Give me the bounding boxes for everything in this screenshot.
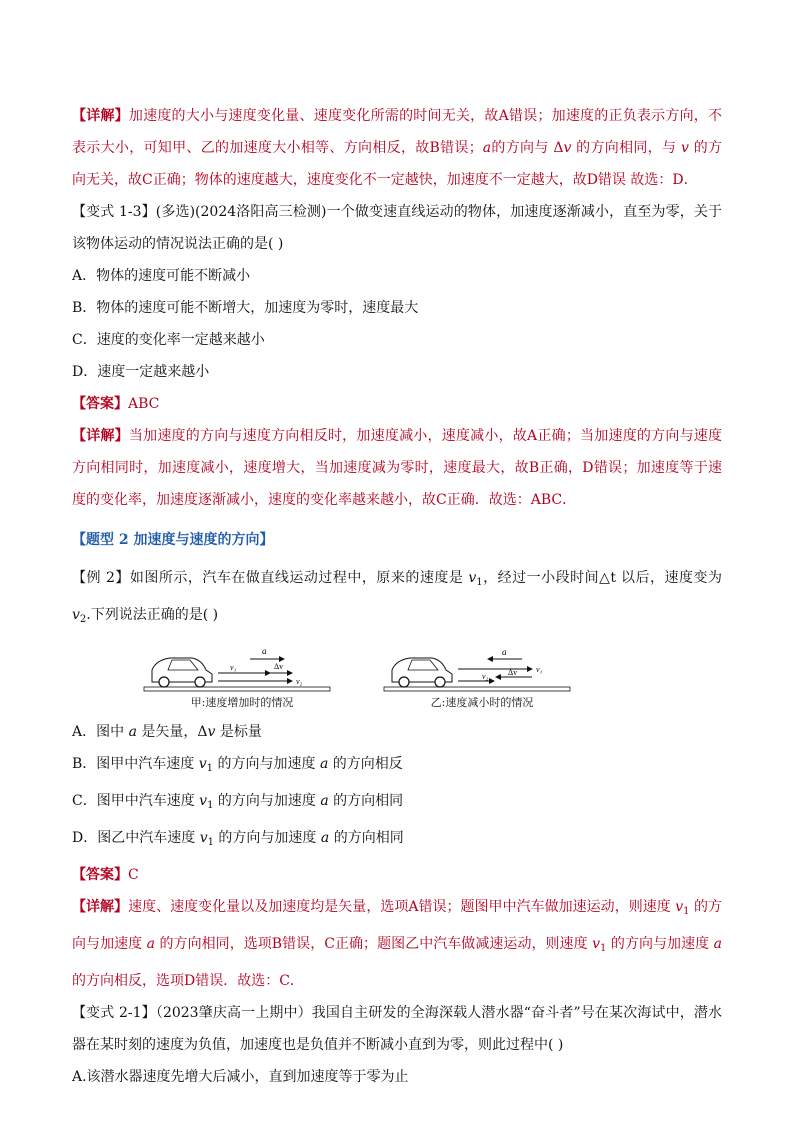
figure-caption: 乙:速度减小时的情况 (430, 696, 534, 709)
figure-speed-decrease (382, 644, 582, 710)
svg-text:Δv: Δv (274, 662, 284, 671)
wheel-icon (435, 677, 445, 687)
answer-line (72, 388, 722, 420)
detail-tag: 【详解】 (72, 428, 129, 444)
wheel-icon (159, 677, 169, 687)
svg-text:a: a (262, 646, 267, 656)
question-label: 【变式 2-1】 (72, 1005, 156, 1021)
option-d: D．速度一定越来越小 (72, 364, 210, 380)
road (384, 687, 570, 691)
question-label: 【变式 1-3】 (72, 204, 156, 220)
svg-text:v₂: v₂ (482, 672, 489, 681)
answer-line (72, 859, 722, 891)
detail-tag: 【详解】 (72, 899, 129, 915)
section-heading: 【题型 2 加速度与速度的方向】 (72, 532, 274, 548)
example-2-stem: 【例 2】如图所示，汽车在做直线运动过程中，原来的速度是 $v_1$，经过一小段时间△t 以后，速度变为 $v_2$.下列说法正确的是( ) (72, 570, 723, 625)
figure-speed-increase (142, 644, 342, 710)
option-c: C．速度的变化率一定越来越小 (72, 332, 265, 348)
example-label: 【例 2】 (72, 570, 130, 586)
option-a: A．物体的速度可能不断减小 (72, 268, 251, 284)
option-a: A．图中 a 是矢量，Δv 是标量 (72, 724, 262, 740)
question-2-1-stem: 【变式 2-1】（2023肇庆高一上期中）我国自主研发的全海深载人潜水器“奋斗者”号在某次海试中，潜水器在某时刻的速度为负值，加速度也是负值并不断减小直到为零，则此过程中( ) (72, 1005, 722, 1053)
wheel-icon (195, 677, 205, 687)
option-a: A.该潜水器速度先增大后减小，直到加速度等于零为止 (72, 1069, 409, 1085)
option-c: C．图甲中汽车速度 $v_1$ 的方向与加速度 a 的方向相同 (72, 793, 404, 811)
document-page (72, 100, 722, 1093)
svg-text:v₂: v₂ (296, 677, 303, 686)
detail-tag: 【详解】 (72, 108, 129, 124)
answer-value: ABC (128, 396, 160, 412)
detail-paragraph-1: 【详解】加速度的大小与速度变化量、速度变化所需的时间无关，故A错误；加速度的正负表示方向，不表示大小，可知甲、乙的加速度大小相等、方向相反，故B错误；a的方向与 Δv 的方向相同，与 v 的方向无关，故C正确；物体的速度越大，速度变化不一定越快，加速度不一定越大，故D错误 故选：D． (72, 108, 723, 188)
option-d: D．图乙中汽车速度 $v_1$ 的方向与加速度 a 的方向相同 (72, 830, 404, 848)
figure-caption: 甲:速度增加时的情况 (190, 696, 294, 709)
wheel-icon (399, 677, 409, 687)
option-b: B．物体的速度可能不断增大，加速度为零时，速度最大 (72, 300, 419, 316)
svg-text:Δv: Δv (508, 668, 518, 677)
question-1-3-stem: 【变式 1-3】(多选)(2024洛阳高三检测)一个做变速直线运动的物体，加速度逐渐减小，直至为零，关于该物体运动的情况说法正确的是( ) (72, 204, 722, 252)
car-diagram-right (382, 644, 582, 694)
answer-tag: 【答案】 (72, 867, 128, 883)
road (144, 687, 330, 691)
car-diagram-left (142, 644, 342, 694)
svg-text:v₁: v₁ (230, 663, 237, 672)
car-figures (142, 644, 582, 710)
svg-text:a: a (502, 647, 507, 657)
svg-text:v₁: v₁ (536, 665, 543, 674)
option-b: B．图甲中汽车速度 $v_1$ 的方向与加速度 a 的方向相反 (72, 756, 403, 774)
detail-paragraph-3: 【详解】速度、速度变化量以及加速度均是矢量，选项A错误；题图甲中汽车做加速运动，则速度 $v_1$ 的方向与加速度 a 的方向相同，选项B错误，C正确；题图乙中汽车做减速运动，则速度 $v_1$ 的方向与加速度 a 的方向相反，选项D错误．故选：C． (72, 899, 723, 989)
answer-value: C (128, 867, 139, 883)
answer-tag: 【答案】 (72, 396, 128, 412)
detail-paragraph-2: 【详解】当加速度的方向与速度方向相反时，加速度减小，速度减小，故A正确；当加速度的方向与速度方向相同时，加速度减小，速度增大，当加速度减为零时，速度最大，故B正确，D错误；加速度等于速度的变化率，加速度逐渐减小，速度的变化率越来越小，故C正确．故选：ABC． (72, 428, 723, 508)
